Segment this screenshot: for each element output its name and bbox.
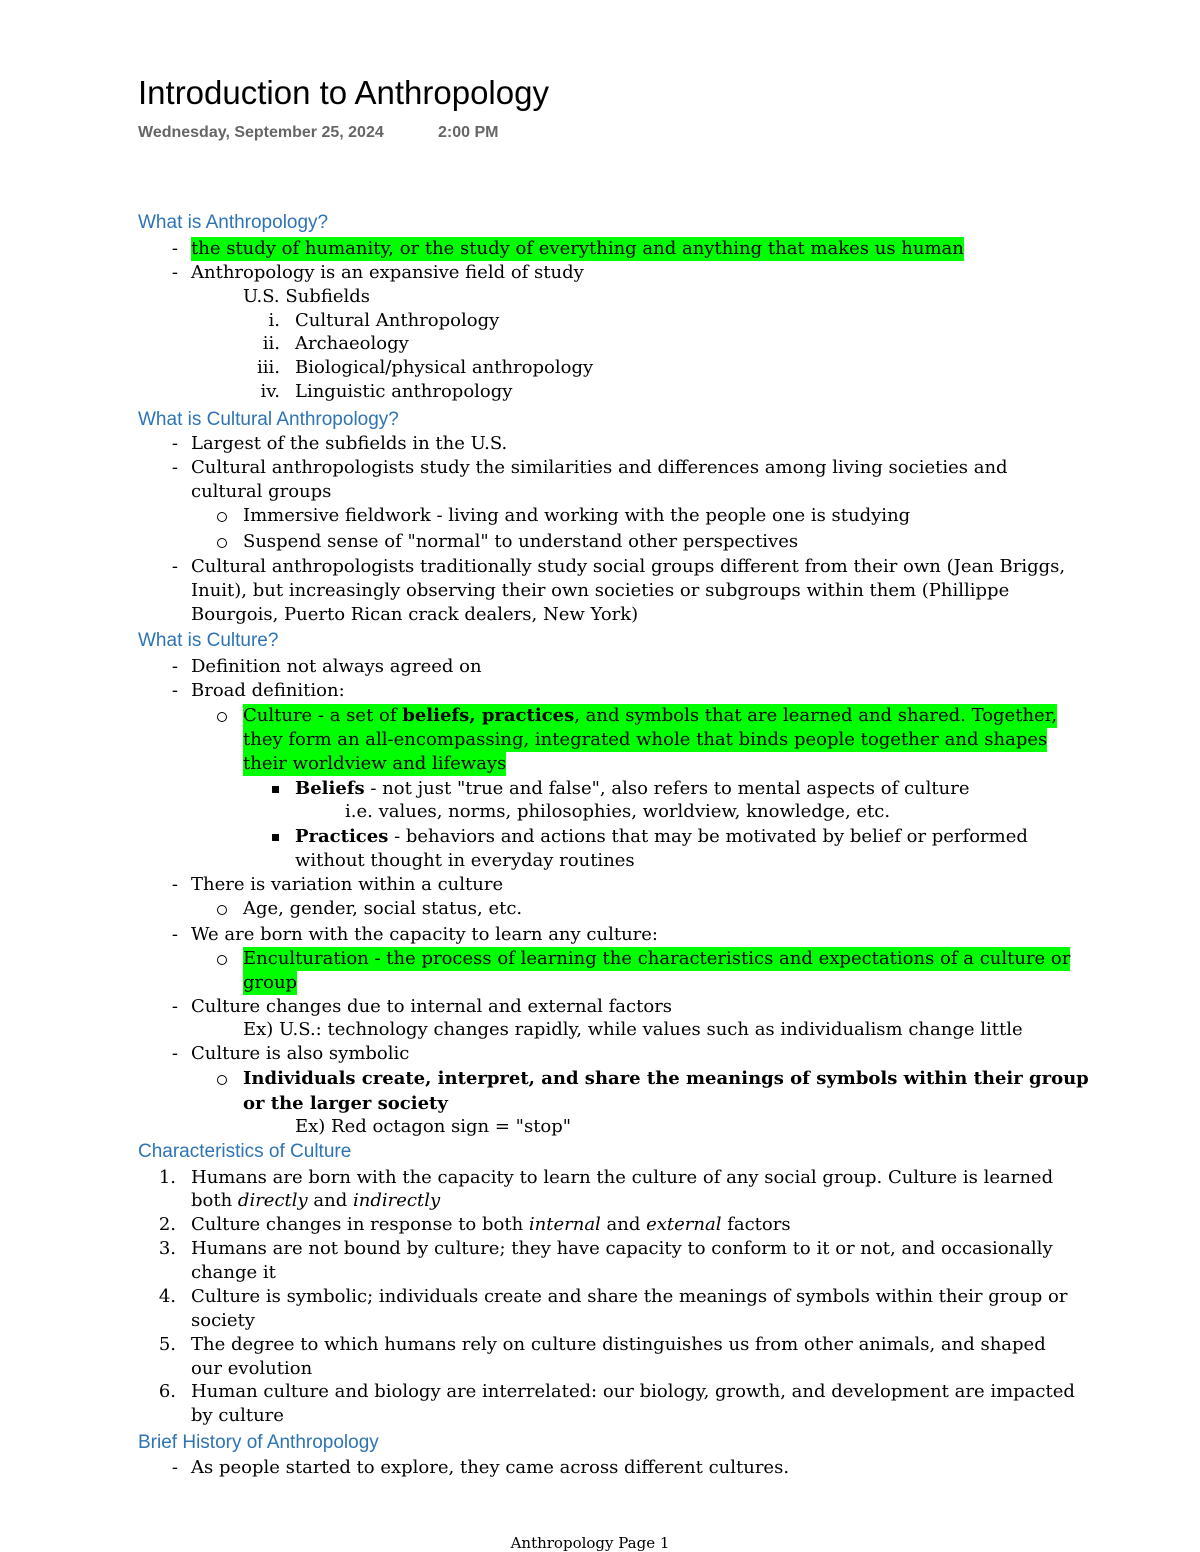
list-item: iii. Biological/physical anthropology [257,357,594,378]
highlighted-text: the study of humanity, or the study of everything and anything that makes us human [191,238,964,259]
list-item-continued [0,728,1200,752]
page-date: Wednesday, September 25, 2024 [138,124,384,141]
list-item: Practices - behaviors and actions that may be motivated by belief or performed [0,825,1200,849]
list-item: - Culture changes due to internal and external factors [171,996,673,1017]
list-item-continued: by culture [191,1405,284,1426]
list-item-continued: Ex) Red octagon sign = "stop" [295,1116,572,1137]
list-item: - Anthropology is an expansive field of study [171,262,584,283]
list-item: i. Cultural Anthropology [268,310,500,331]
list-item-continued: our evolution [191,1358,313,1379]
list-item: iv. Linguistic anthropology [260,381,513,402]
circle-bullet-icon [217,538,227,548]
list-item-continued: Ex) U.S.: technology changes rapidly, while values such as individualism change little [243,1019,1023,1040]
highlighted-text: their worldview and lifeways [243,753,507,774]
page-time: 2:00 PM [438,124,499,141]
list-item-continued: both directly and indirectly [191,1190,441,1211]
list-item: - Culture is also symbolic [171,1043,410,1064]
list-item-continued: i.e. values, norms, philosophies, worldview, knowledge, etc. [345,801,891,822]
highlighted-text: Culture - a set of beliefs, practices, and symbols that are learned and shared. Together, [243,705,1058,726]
list-item-continued: Bourgois, Puerto Rican crack dealers, New York) [191,604,639,625]
list-item: Suspend sense of "normal" to understand other perspectives [0,530,1200,554]
list-item: - Broad definition: [171,680,345,701]
list-item [0,704,1200,728]
list-item: - There is variation within a culture [171,874,504,895]
circle-bullet-icon [217,955,227,965]
list-item: 2. Culture changes in response to both internal and external factors [158,1214,791,1235]
list-item: Individuals create, interpret, and share the meanings of symbols within their group [0,1067,1200,1091]
list-item: 4. Culture is symbolic; individuals create and share the meanings of symbols within their group or [158,1286,1068,1307]
list-item: - We are born with the capacity to learn any culture: [171,924,658,945]
list-item-continued: cultural groups [191,481,332,502]
highlighted-text: Enculturation - the process of learning the characteristics and expectations of a culture or [243,948,1071,969]
square-bullet-icon [272,786,279,793]
list-item: - Cultural anthropologists study the similarities and differences among living societies and [171,457,1008,478]
heading-characteristics-of-culture: Characteristics of Culture [138,1141,352,1162]
heading-brief-history: Brief History of Anthropology [138,1432,379,1453]
list-item-continued [0,971,1200,995]
page-title[interactable]: Introduction to Anthropology [138,74,549,111]
list-item: Immersive fieldwork - living and working with the people one is studying [0,504,1200,528]
list-item: 6. Human culture and biology are interrelated: our biology, growth, and development are impacted [158,1381,1075,1402]
list-item: - Largest of the subfields in the U.S. [171,433,508,454]
heading-what-is-culture: What is Culture? [138,630,279,651]
list-item: - As people started to explore, they came across different cultures. [171,1457,790,1478]
heading-what-is-anthropology: What is Anthropology? [138,212,329,233]
square-bullet-icon [272,834,279,841]
heading-what-is-cultural-anthropology: What is Cultural Anthropology? [138,409,399,430]
list-item [0,947,1200,971]
list-item-continued: change it [191,1262,276,1283]
circle-bullet-icon [217,712,227,722]
list-item-continued: without thought in everyday routines [295,850,635,871]
list-item-continued [0,752,1200,776]
list-item: - Cultural anthropologists traditionally study social groups different from their own (Jean Briggs, [171,556,1066,577]
list-item-continued: Inuit), but increasingly observing their own societies or subgroups within them (Phillippe [191,580,1010,601]
circle-bullet-icon [217,512,227,522]
list-item: Beliefs - not just "true and false", also refers to mental aspects of culture [0,777,1200,801]
list-item-continued: society [191,1310,255,1331]
list-item: - Definition not always agreed on [171,656,482,677]
list-item: 1. Humans are born with the capacity to learn the culture of any social group. Culture is learned [158,1167,1054,1188]
highlighted-text: they form an all-encompassing, integrated whole that binds people together and shapes [243,729,1048,750]
page-timestamp [138,124,499,142]
list-item: ii. Archaeology [262,333,409,354]
page-footer: Anthropology Page 1 [510,1534,670,1552]
subfields-label: U.S. Subfields [243,286,370,307]
list-item: Age, gender, social status, etc. [0,897,1200,921]
list-item: - the study of humanity, or the study of everything and anything that makes us human [171,238,964,259]
circle-bullet-icon [217,1075,227,1085]
circle-bullet-icon [217,905,227,915]
list-item: 3. Humans are not bound by culture; they have capacity to conform to it or not, and occasionally [158,1238,1053,1259]
highlighted-text: group [243,972,298,993]
list-item-continued: or the larger society [243,1093,448,1114]
list-item: 5. The degree to which humans rely on culture distinguishes us from other animals, and shaped [158,1334,1046,1355]
